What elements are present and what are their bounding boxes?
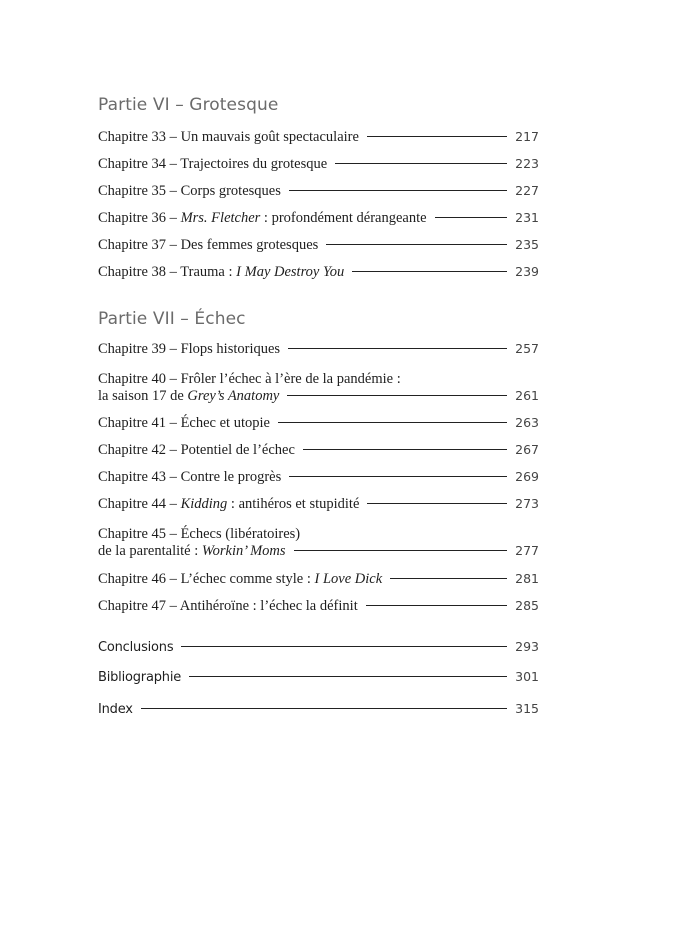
dot-leader (390, 578, 507, 579)
dot-leader (294, 550, 507, 551)
dot-leader (352, 271, 507, 272)
toc-entry-conclusions[interactable] (98, 639, 539, 657)
chapter-label: Chapitre 40 – Frôler l’échec à l’ère de la pandémie : (98, 371, 401, 387)
chapter-label: Chapitre 39 – Flops historiques (98, 341, 281, 357)
toc-entry-chapter-36[interactable] (98, 210, 539, 228)
page-number: 227 (515, 183, 539, 198)
page-number: 217 (515, 129, 539, 144)
dot-leader (287, 395, 507, 396)
dot-leader (289, 476, 507, 477)
page-number: 263 (515, 415, 539, 430)
section-label: Conclusions (98, 640, 174, 655)
chapter-label: Chapitre 33 – Un mauvais goût spectaculaire (98, 129, 359, 145)
chapter-label-continued: de la parentalité : Workin’ Moms (98, 543, 286, 559)
page-number: 315 (515, 701, 539, 716)
page-number: 257 (515, 341, 539, 356)
dot-leader (366, 605, 507, 606)
page-number: 235 (515, 237, 539, 252)
dot-leader (326, 244, 507, 245)
chapter-label: Chapitre 41 – Échec et utopie (98, 415, 270, 431)
toc-entry-chapter-43[interactable] (98, 469, 539, 487)
dot-leader (288, 348, 507, 349)
chapter-label: Chapitre 35 – Corps grotesques (98, 183, 281, 199)
chapter-label: Chapitre 38 – Trauma : I May Destroy You (98, 264, 345, 280)
toc-entry-chapter-45[interactable] (98, 525, 539, 561)
chapter-label: Chapitre 47 – Antihéroïne : l’échec la définit (98, 598, 358, 614)
chapter-label: Chapitre 45 – Échecs (libératoires) (98, 526, 301, 542)
part-title: Partie VI – Grotesque (98, 95, 279, 115)
toc-entry-chapter-38[interactable] (98, 264, 539, 282)
toc-entry-chapter-40[interactable] (98, 370, 539, 406)
chapter-label: Chapitre 44 – Kidding : antihéros et stupidité (98, 496, 360, 512)
dot-leader (289, 190, 507, 191)
toc-entry-chapter-34[interactable] (98, 156, 539, 174)
dot-leader (367, 503, 507, 504)
page-number: 293 (515, 639, 539, 654)
page-number: 231 (515, 210, 539, 225)
page-number: 285 (515, 598, 539, 613)
dot-leader (181, 646, 507, 647)
dot-leader (303, 449, 507, 450)
dot-leader (367, 136, 507, 137)
dot-leader (435, 217, 507, 218)
chapter-label: Chapitre 43 – Contre le progrès (98, 469, 282, 485)
page-number: 281 (515, 571, 539, 586)
page-number: 301 (515, 669, 539, 684)
page-number: 273 (515, 496, 539, 511)
toc-entry-chapter-37[interactable] (98, 237, 539, 255)
toc-entry-chapter-39[interactable] (98, 341, 539, 359)
toc-entry-chapter-44[interactable] (98, 496, 539, 514)
toc-entry-chapter-41[interactable] (98, 415, 539, 433)
page-number: 261 (515, 388, 539, 403)
page-number: 239 (515, 264, 539, 279)
chapter-label: Chapitre 36 – Mrs. Fletcher : profondément dérangeante (98, 210, 427, 226)
chapter-label: Chapitre 46 – L’échec comme style : I Love Dick (98, 571, 383, 587)
toc-entry-chapter-47[interactable] (98, 598, 539, 616)
chapter-label-continued: la saison 17 de Grey’s Anatomy (98, 388, 280, 404)
page-number: 277 (515, 543, 539, 558)
dot-leader (335, 163, 507, 164)
toc-entry-chapter-33[interactable] (98, 129, 539, 147)
page-number: 223 (515, 156, 539, 171)
toc-entry-chapter-46[interactable] (98, 571, 539, 589)
chapter-label: Chapitre 34 – Trajectoires du grotesque (98, 156, 328, 172)
chapter-label: Chapitre 42 – Potentiel de l’échec (98, 442, 295, 458)
section-label: Index (98, 702, 133, 717)
part-title: Partie VII – Échec (98, 309, 246, 329)
page-number: 267 (515, 442, 539, 457)
toc-entry-chapter-42[interactable] (98, 442, 539, 460)
dot-leader (278, 422, 507, 423)
toc-entry-index[interactable] (98, 701, 539, 719)
chapter-label: Chapitre 37 – Des femmes grotesques (98, 237, 319, 253)
page-number: 269 (515, 469, 539, 484)
dot-leader (189, 676, 507, 677)
toc-entry-bibliographie[interactable] (98, 669, 539, 687)
section-label: Bibliographie (98, 670, 182, 685)
toc-entry-chapter-35[interactable] (98, 183, 539, 201)
dot-leader (141, 708, 507, 709)
